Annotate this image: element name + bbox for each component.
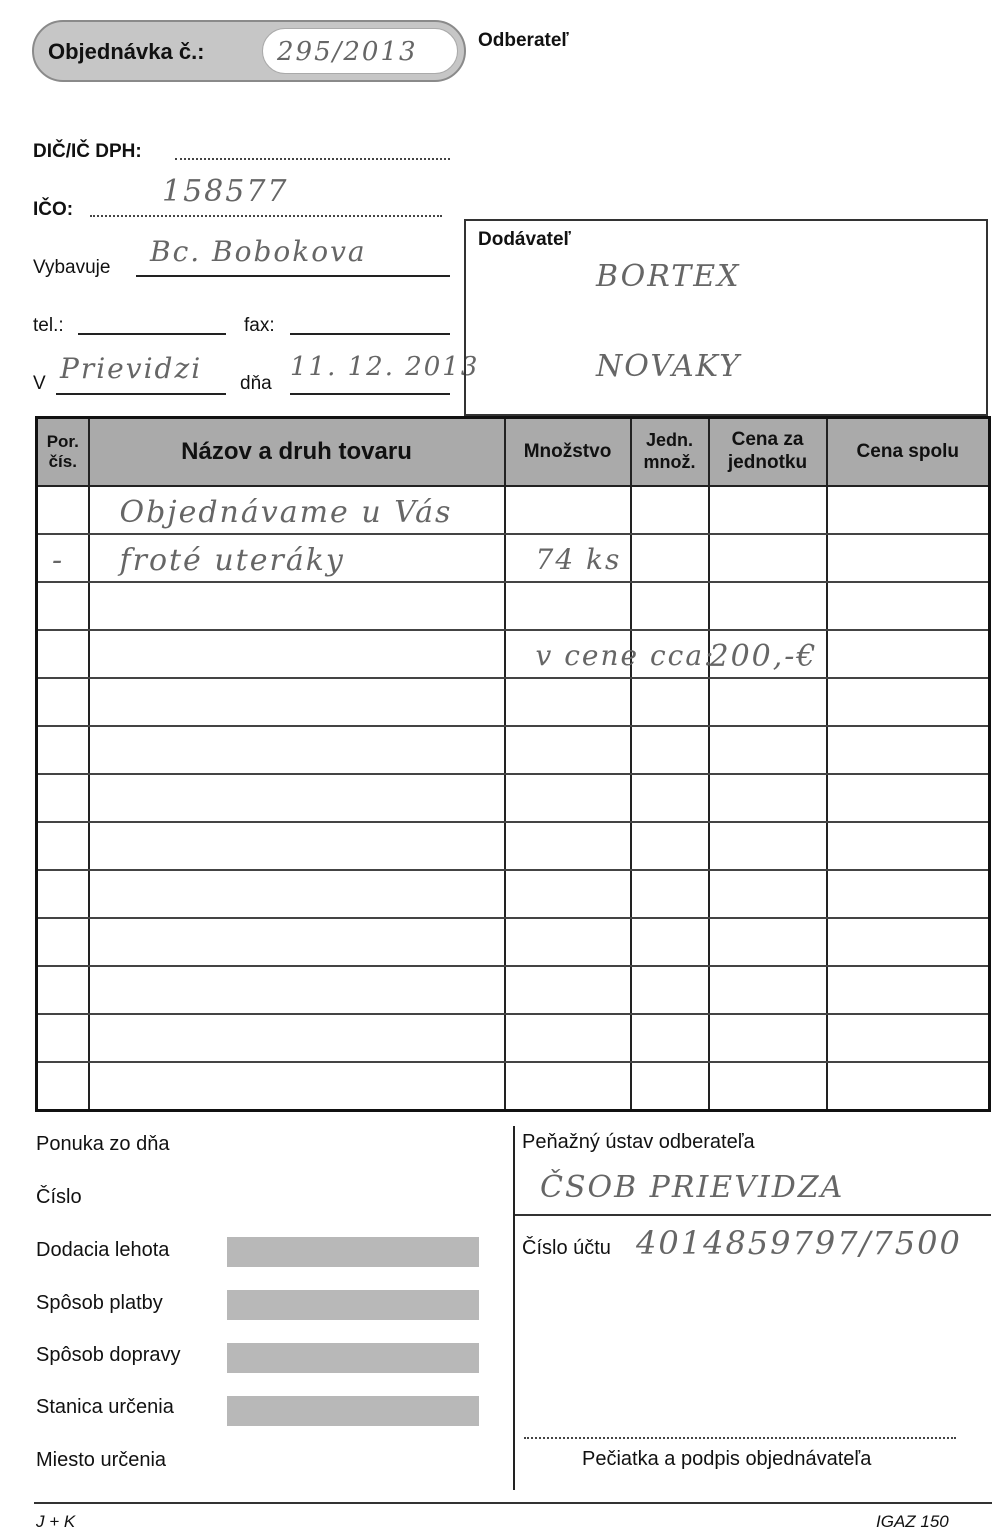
col-header-quantity: Množstvo: [505, 418, 631, 487]
table-row: [37, 822, 990, 870]
cell-value: -: [52, 543, 65, 578]
cell-value: Objednávame u Vás: [119, 495, 453, 530]
cell-number[interactable]: [37, 918, 89, 966]
cell-total[interactable]: [827, 822, 990, 870]
bank-line: [515, 1214, 991, 1216]
cell-value: v cene cca:: [535, 639, 716, 672]
place-field[interactable]: [56, 393, 226, 395]
cell-total[interactable]: [827, 726, 990, 774]
signature-label: Pečiatka a podpis objednávateľa: [582, 1448, 872, 1470]
cell-quantity[interactable]: [505, 486, 631, 534]
order-number-box[interactable]: [262, 28, 458, 74]
items-table: [35, 416, 991, 1112]
ico-label: IČO:: [33, 199, 74, 220]
vybavuje-field[interactable]: [136, 275, 450, 277]
cell-name[interactable]: [89, 774, 505, 822]
tel-label: tel.:: [33, 315, 64, 336]
col-header-unit-price: Cena za jednotku: [709, 418, 827, 487]
col-header-name: Názov a druh tovaru: [89, 418, 505, 487]
cell-total[interactable]: [827, 966, 990, 1014]
order-number-label: Objednávka č.:: [48, 39, 205, 64]
table-row: [37, 678, 990, 726]
cell-total[interactable]: [827, 774, 990, 822]
cell-quantity[interactable]: [505, 774, 631, 822]
cell-unit[interactable]: [631, 822, 709, 870]
table-row: [37, 1062, 990, 1111]
table-row: [37, 774, 990, 822]
table-row: [37, 1014, 990, 1062]
cell-unit-price[interactable]: [709, 582, 827, 630]
table-header-row: [37, 418, 990, 487]
cell-name[interactable]: [89, 630, 505, 678]
place-value: Prievidzi: [60, 352, 203, 385]
cell-name[interactable]: [89, 822, 505, 870]
cell-unit-price[interactable]: [709, 534, 827, 582]
cell-quantity[interactable]: [505, 678, 631, 726]
cell-number[interactable]: [37, 582, 89, 630]
cell-name[interactable]: [89, 1014, 505, 1062]
cell-quantity[interactable]: [505, 1062, 631, 1111]
cell-number[interactable]: [37, 486, 89, 534]
delivery-time-label: Dodacia lehota: [36, 1239, 170, 1261]
v-label: V: [33, 373, 46, 394]
cell-name[interactable]: [89, 726, 505, 774]
cell-name[interactable]: [89, 582, 505, 630]
vybavuje-value: Bc. Bobokova: [150, 235, 367, 268]
cell-number[interactable]: [37, 870, 89, 918]
cell-name[interactable]: [89, 966, 505, 1014]
cell-unit-price[interactable]: [709, 822, 827, 870]
cell-unit[interactable]: [631, 486, 709, 534]
cell-quantity[interactable]: [505, 966, 631, 1014]
ico-field[interactable]: [90, 215, 442, 217]
fax-field[interactable]: [290, 333, 450, 335]
cell-number[interactable]: [37, 726, 89, 774]
fax-label: fax:: [244, 315, 275, 336]
col-header-total: Cena spolu: [827, 418, 990, 487]
cell-total[interactable]: [827, 630, 990, 678]
cell-number[interactable]: [37, 966, 89, 1014]
cell-unit[interactable]: [631, 582, 709, 630]
footer-left: J + K: [36, 1512, 76, 1531]
cell-number[interactable]: [37, 630, 89, 678]
offer-number-label: Číslo: [36, 1186, 82, 1208]
cell-quantity[interactable]: [505, 630, 716, 678]
cell-number[interactable]: [37, 774, 89, 822]
date-value: 11. 12. 2013: [290, 352, 480, 382]
offer-date-label: Ponuka zo dňa: [36, 1133, 170, 1155]
transport-method-label: Spôsob dopravy: [36, 1344, 181, 1366]
table-row: [37, 966, 990, 1014]
signature-field[interactable]: [524, 1437, 956, 1439]
dna-label: dňa: [240, 373, 272, 394]
cell-unit-price[interactable]: [709, 678, 827, 726]
cell-value: 200,-€: [709, 639, 818, 674]
table-row: [37, 630, 990, 678]
cell-quantity[interactable]: [505, 822, 631, 870]
table-row: [37, 534, 990, 582]
cell-unit[interactable]: [631, 966, 709, 1014]
table-row: [37, 726, 990, 774]
dic-field[interactable]: [175, 158, 450, 160]
cell-quantity[interactable]: [505, 726, 631, 774]
cell-name[interactable]: [89, 918, 505, 966]
cell-unit-price[interactable]: [709, 486, 827, 534]
tel-field[interactable]: [78, 333, 226, 335]
cell-unit[interactable]: [631, 534, 709, 582]
cell-number[interactable]: [37, 534, 89, 582]
cell-quantity[interactable]: [505, 582, 631, 630]
cell-name[interactable]: [89, 486, 505, 534]
destination-place-label: Miesto určenia: [36, 1449, 167, 1471]
bottom-divider: [513, 1126, 515, 1490]
delivery-time-field[interactable]: [227, 1237, 479, 1267]
supplier-box[interactable]: [464, 219, 988, 416]
dic-label: DIČ/IČ DPH:: [33, 141, 142, 162]
supplier-name: BORTEX: [596, 259, 741, 294]
payment-method-field[interactable]: [227, 1290, 479, 1320]
cell-unit-price[interactable]: [709, 966, 827, 1014]
cell-name[interactable]: [89, 678, 505, 726]
cell-quantity[interactable]: [505, 534, 631, 582]
cell-name[interactable]: [89, 870, 505, 918]
ico-value: 158577: [162, 174, 289, 209]
cell-unit-price[interactable]: [709, 1062, 827, 1111]
cell-value: froté uteráky: [119, 543, 345, 578]
cell-number[interactable]: [37, 1062, 89, 1111]
destination-station-field[interactable]: [227, 1396, 479, 1426]
supplier-city: NOVAKY: [596, 349, 742, 384]
order-number-value: 295/2013: [277, 37, 418, 67]
table-row: [37, 918, 990, 966]
col-header-unit: Jedn. množ.: [631, 418, 709, 487]
cell-total[interactable]: [827, 678, 990, 726]
cell-number[interactable]: [37, 678, 89, 726]
account-label: Číslo účtu: [522, 1237, 611, 1259]
vybavuje-label: Vybavuje: [33, 257, 111, 278]
footer-right: IGAZ 150: [876, 1512, 949, 1531]
cell-number[interactable]: [37, 822, 89, 870]
cell-unit[interactable]: [631, 774, 709, 822]
cell-quantity[interactable]: [505, 1014, 631, 1062]
table-row: [37, 486, 990, 534]
cell-unit[interactable]: [631, 1014, 709, 1062]
cell-unit-price[interactable]: [709, 870, 827, 918]
cell-total[interactable]: [827, 582, 990, 630]
destination-station-label: Stanica určenia: [36, 1396, 174, 1418]
bank-label: Peňažný ústav odberateľa: [522, 1131, 755, 1153]
cell-total[interactable]: [827, 1014, 990, 1062]
cell-unit-price[interactable]: [709, 918, 827, 966]
cell-unit[interactable]: [631, 1062, 709, 1111]
cell-quantity[interactable]: [505, 918, 631, 966]
cell-unit[interactable]: [631, 918, 709, 966]
supplier-label: Dodávateľ: [478, 229, 571, 250]
cell-total[interactable]: [827, 918, 990, 966]
cell-total[interactable]: [827, 870, 990, 918]
cell-unit[interactable]: [631, 678, 709, 726]
bank-value: ČSOB PRIEVIDZA: [540, 1170, 845, 1205]
cell-total[interactable]: [827, 1062, 990, 1111]
customer-heading: Odberateľ: [478, 30, 569, 51]
table-row: [37, 582, 990, 630]
cell-quantity[interactable]: [505, 870, 631, 918]
cell-unit-price[interactable]: [709, 726, 827, 774]
col-header-number: Por. čís.: [37, 418, 89, 487]
cell-name[interactable]: [89, 1062, 505, 1111]
cell-unit[interactable]: [631, 870, 709, 918]
date-field[interactable]: [290, 393, 450, 395]
table-row: [37, 870, 990, 918]
footer-line: [34, 1502, 992, 1504]
cell-unit[interactable]: [631, 630, 709, 678]
cell-name[interactable]: [89, 534, 505, 582]
cell-unit-price[interactable]: [709, 630, 827, 678]
payment-method-label: Spôsob platby: [36, 1292, 163, 1314]
cell-unit[interactable]: [631, 726, 709, 774]
order-number-banner: [32, 20, 466, 82]
cell-unit-price[interactable]: [709, 1014, 827, 1062]
cell-number[interactable]: [37, 1014, 89, 1062]
cell-value: 74 ks: [535, 543, 622, 576]
account-value: 4014859797/7500: [636, 1224, 962, 1262]
cell-total[interactable]: [827, 486, 990, 534]
transport-method-field[interactable]: [227, 1343, 479, 1373]
cell-total[interactable]: [827, 534, 990, 582]
cell-unit-price[interactable]: [709, 774, 827, 822]
